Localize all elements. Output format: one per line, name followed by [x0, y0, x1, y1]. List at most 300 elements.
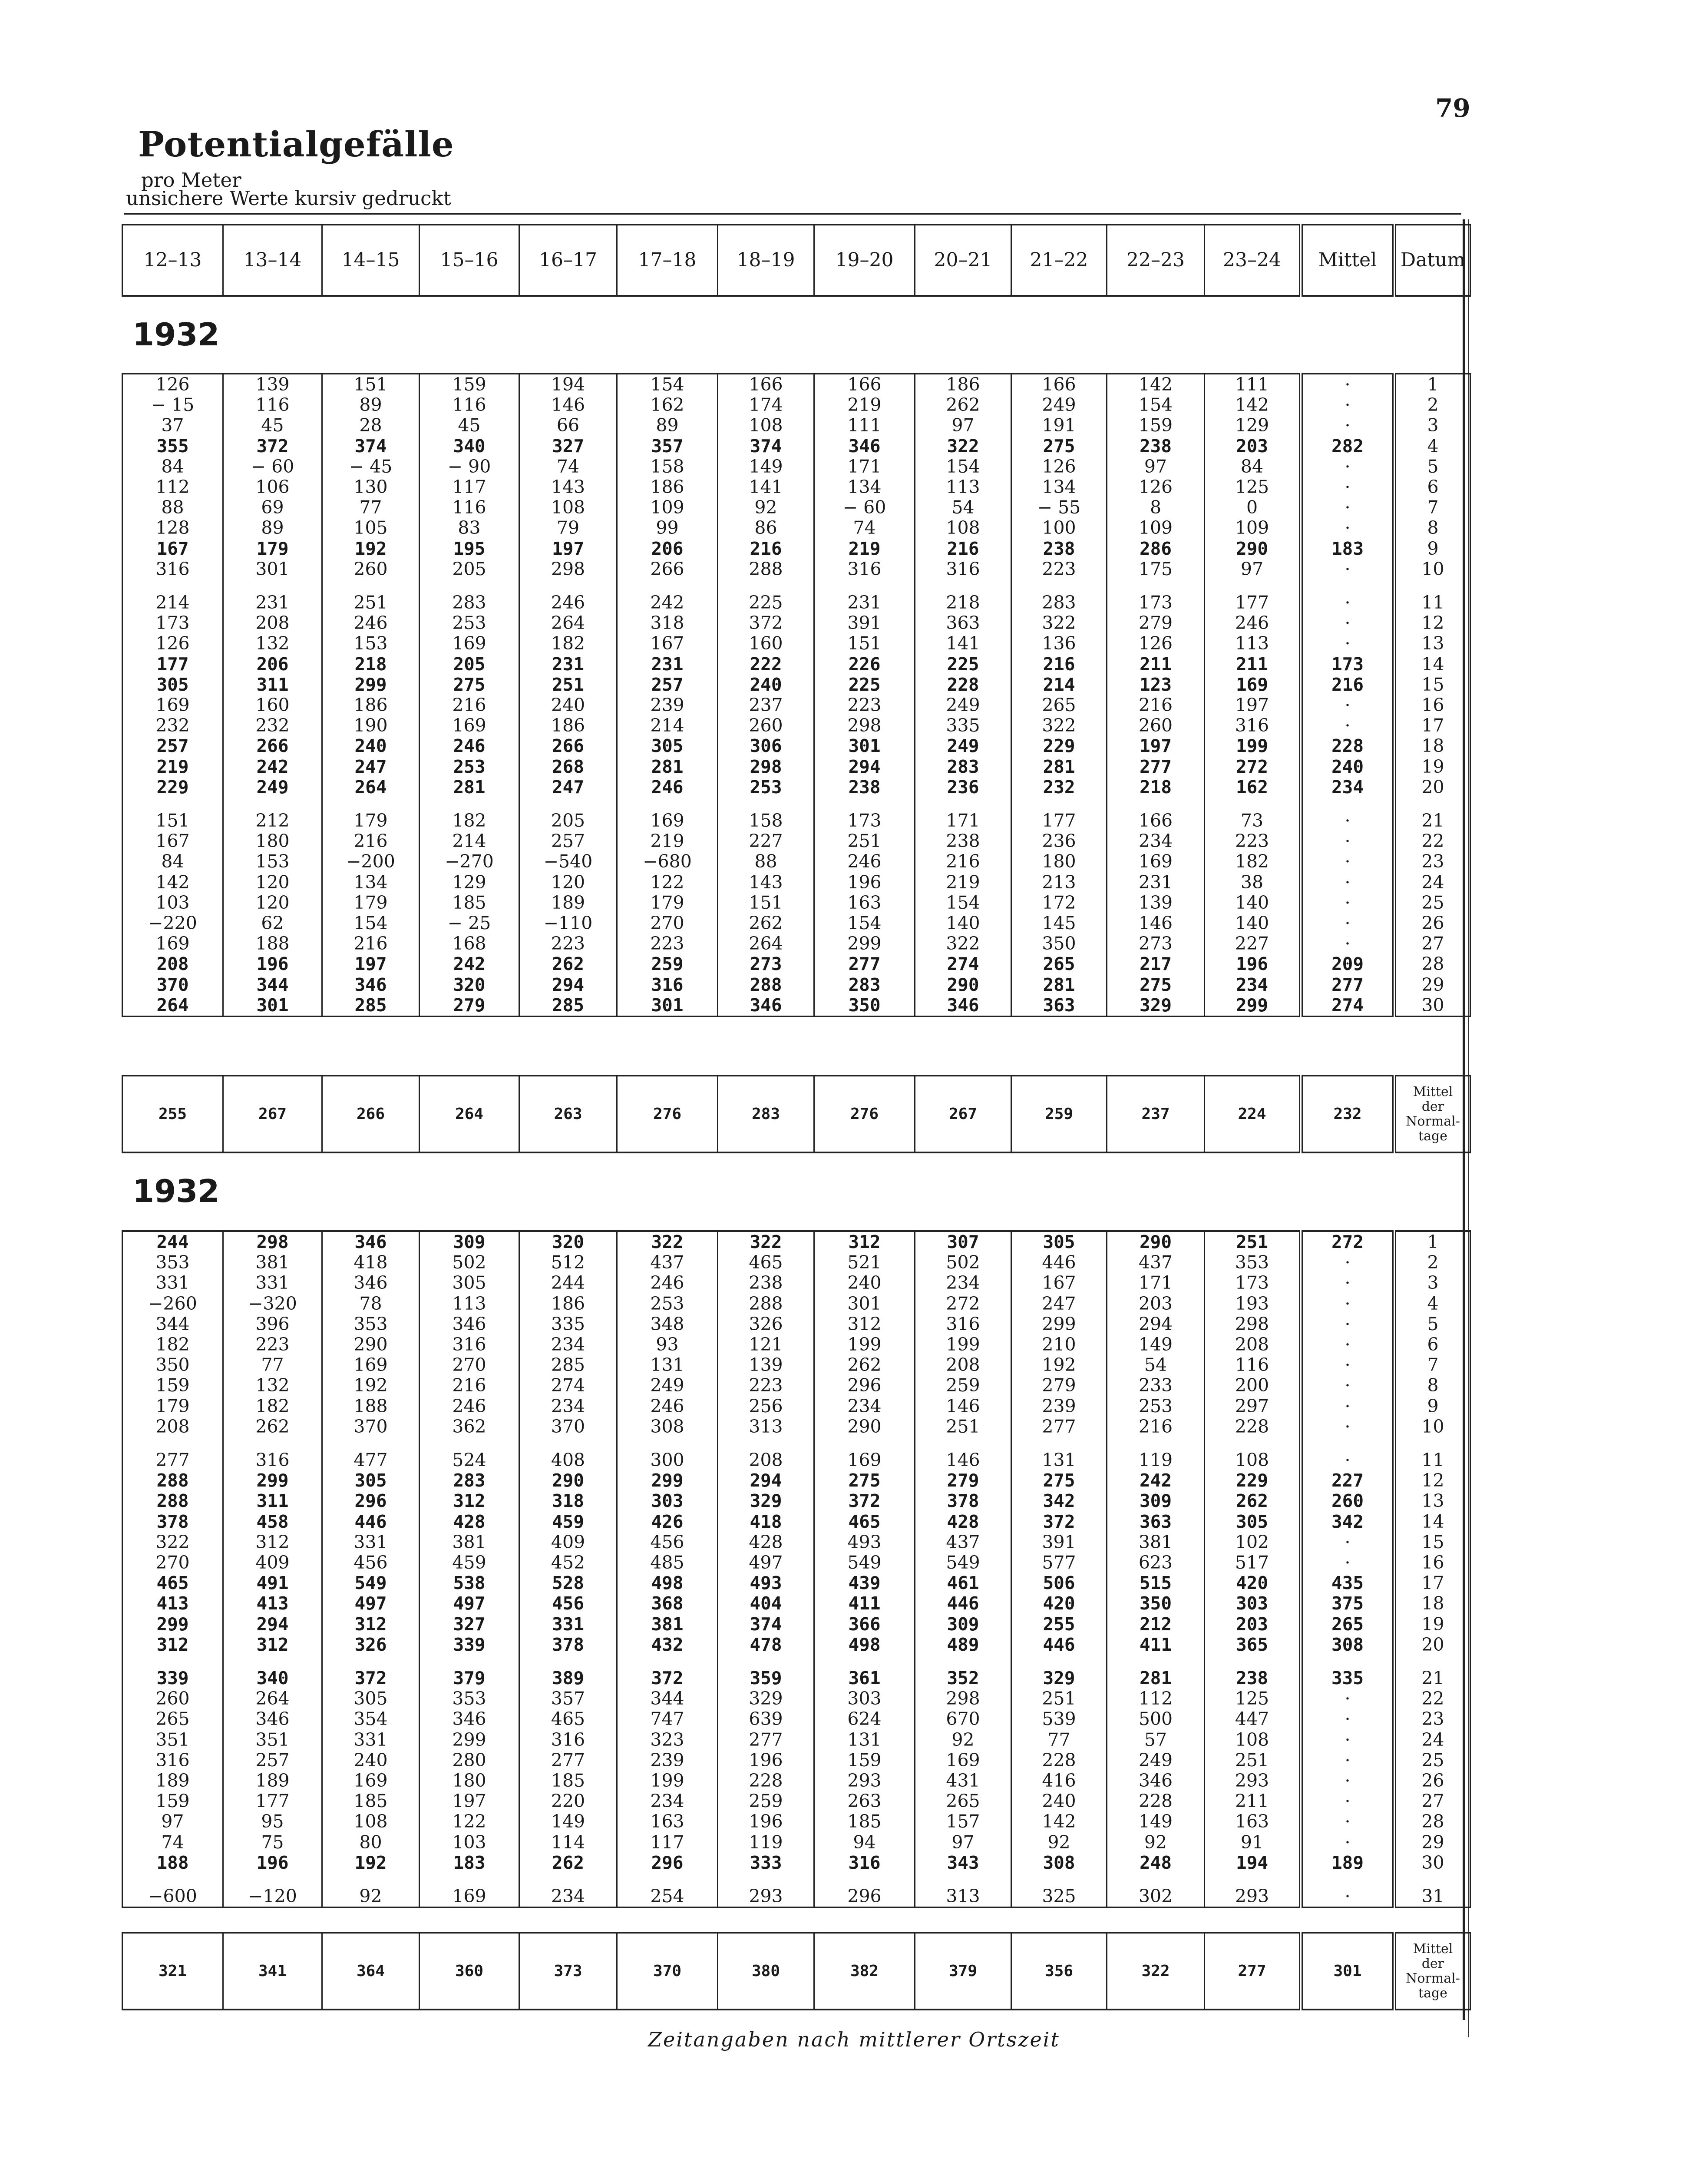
table-cell: 316 — [915, 1314, 1011, 1334]
table-row — [122, 1314, 1470, 1334]
table-cell: 294 — [718, 1470, 814, 1491]
spacer-cell — [420, 1655, 519, 1668]
table-cell: 112 — [1107, 1689, 1205, 1709]
table-cell: 331 — [519, 1614, 617, 1635]
table-cell: 24 — [1394, 1730, 1470, 1750]
table-cell: 192 — [322, 539, 420, 559]
table-cell: 5 — [1394, 1314, 1470, 1334]
table-cell: · — [1301, 1294, 1394, 1314]
table-cell: 244 — [519, 1273, 617, 1293]
table-cell: 353 — [420, 1689, 519, 1709]
table-cell: 299 — [814, 934, 915, 954]
table-cell: 234 — [814, 1396, 915, 1417]
table-cell: 186 — [519, 1294, 617, 1314]
table-cell: 372 — [814, 1491, 915, 1511]
table-cell: 290 — [519, 1470, 617, 1491]
table-cell: · — [1301, 1791, 1394, 1811]
table-cell: 199 — [1205, 736, 1301, 756]
table-cell: 169 — [122, 695, 223, 715]
group-spacer — [122, 579, 1470, 593]
table-cell: 169 — [420, 633, 519, 654]
table-cell: 26 — [1394, 913, 1470, 934]
table-cell: 413 — [223, 1593, 322, 1614]
mean-label-line: tage — [1418, 1128, 1447, 1144]
table-cell: 12 — [1394, 1470, 1470, 1491]
table-cell: 116 — [420, 497, 519, 518]
table-cell: · — [1301, 593, 1394, 613]
table-cell: · — [1301, 1832, 1394, 1853]
table-cell: 340 — [223, 1668, 322, 1689]
table-cell: 335 — [915, 715, 1011, 736]
table-cell: 275 — [420, 675, 519, 695]
table-cell: 238 — [1011, 539, 1107, 559]
table-cell: 149 — [519, 1811, 617, 1832]
table-cell: − 15 — [122, 395, 223, 415]
table-cell: 297 — [1205, 1396, 1301, 1417]
table-cell: 500 — [1107, 1709, 1205, 1729]
table-cell: 323 — [617, 1730, 718, 1750]
table-cell: 231 — [814, 593, 915, 613]
table-cell: 20 — [1394, 1635, 1470, 1655]
mean-label-line: der — [1421, 1956, 1444, 1971]
table-cell: 95 — [223, 1811, 322, 1832]
table-cell: 8 — [1394, 1375, 1470, 1396]
table-cell: 131 — [1011, 1450, 1107, 1470]
table-cell: 13 — [1394, 633, 1470, 654]
table-cell: 134 — [814, 477, 915, 497]
table-row — [122, 1832, 1470, 1853]
table-cell: 249 — [1107, 1750, 1205, 1771]
table-cell: 22 — [1394, 1689, 1470, 1709]
table-cell: 329 — [1107, 995, 1205, 1016]
table-cell: 624 — [814, 1709, 915, 1729]
mean-label-line: Mittel — [1413, 1941, 1453, 1957]
table-cell: 351 — [223, 1730, 322, 1750]
table-cell: 54 — [915, 497, 1011, 518]
table-cell: 301 — [814, 1294, 915, 1314]
table-cell: 119 — [718, 1832, 814, 1853]
table-cell: 290 — [814, 1417, 915, 1437]
table-cell: 97 — [1205, 559, 1301, 579]
table-cell: 91 — [1205, 1832, 1301, 1853]
table-cell: 167 — [122, 539, 223, 559]
table-cell: · — [1301, 811, 1394, 831]
table-cell: 31 — [1394, 1886, 1470, 1907]
table-cell: 28 — [1394, 954, 1470, 974]
table-cell: 172 — [1011, 893, 1107, 913]
table-cell: 4 — [1394, 436, 1470, 457]
table-cell: 9 — [1394, 539, 1470, 559]
table-cell: −220 — [122, 913, 223, 934]
table-cell: 305 — [322, 1470, 420, 1491]
table-cell: 2 — [1394, 395, 1470, 415]
table-cell: 372 — [223, 436, 322, 457]
table-cell: 169 — [814, 1450, 915, 1470]
table-cell: 231 — [617, 654, 718, 675]
table-cell: 246 — [617, 1273, 718, 1293]
table-cell: 251 — [519, 675, 617, 695]
table-cell: 257 — [519, 831, 617, 851]
table-cell: 240 — [519, 695, 617, 715]
table-cell: 6 — [1394, 1334, 1470, 1355]
table-cell: 270 — [122, 1553, 223, 1573]
table-cell: 160 — [718, 633, 814, 654]
table-cell: 151 — [322, 374, 420, 395]
table-cell: 322 — [915, 436, 1011, 457]
table-cell: 92 — [1011, 1832, 1107, 1853]
table-cell: 119 — [1107, 1450, 1205, 1470]
table-cell: 272 — [1205, 757, 1301, 777]
table-cell: 25 — [1394, 1750, 1470, 1771]
table-cell: 253 — [420, 757, 519, 777]
table-cell: 240 — [1301, 757, 1394, 777]
table-cell: 216 — [420, 1375, 519, 1396]
table-cell: 517 — [1205, 1553, 1301, 1573]
table-cell: 237 — [718, 695, 814, 715]
spacer-cell — [420, 798, 519, 811]
table-cell: 299 — [1011, 1314, 1107, 1334]
table-cell: 216 — [420, 695, 519, 715]
group-spacer — [122, 1437, 1470, 1450]
table-cell: 73 — [1205, 811, 1301, 831]
table-cell: · — [1301, 715, 1394, 736]
table-cell: 232 — [122, 715, 223, 736]
spacer-cell — [915, 798, 1011, 811]
table-cell: · — [1301, 934, 1394, 954]
table-cell: 219 — [814, 539, 915, 559]
table-cell: 298 — [223, 1231, 322, 1252]
table-cell: 108 — [718, 415, 814, 436]
table-cell: 173 — [1205, 1273, 1301, 1293]
mean-cell: 380 — [718, 1933, 814, 2010]
table-cell: −680 — [617, 851, 718, 872]
table-cell: 465 — [718, 1252, 814, 1273]
table-cell: 7 — [1394, 497, 1470, 518]
table-cell: 171 — [814, 457, 915, 477]
table-cell: 196 — [814, 872, 915, 893]
table-cell: 420 — [1011, 1593, 1107, 1614]
table-row — [122, 374, 1470, 395]
column-header-8: 19–20 — [814, 225, 915, 296]
table-cell: 192 — [1011, 1355, 1107, 1375]
table-row — [122, 613, 1470, 633]
table-cell: 159 — [1107, 415, 1205, 436]
table-cell: 262 — [915, 395, 1011, 415]
table-cell: · — [1301, 518, 1394, 538]
table-cell: 416 — [1011, 1771, 1107, 1791]
table-cell: 57 — [1107, 1730, 1205, 1750]
table-cell: 299 — [223, 1470, 322, 1491]
table-cell: 166 — [1107, 811, 1205, 831]
table-cell: 246 — [322, 613, 420, 633]
table-cell: 163 — [814, 893, 915, 913]
table-cell: 185 — [814, 1811, 915, 1832]
table-cell: 223 — [1011, 559, 1107, 579]
table-cell: 113 — [1205, 633, 1301, 654]
table-cell: 277 — [1301, 975, 1394, 995]
table-cell: 357 — [519, 1689, 617, 1709]
table-cell: 143 — [519, 477, 617, 497]
table-cell: 210 — [1011, 1334, 1107, 1355]
table-cell: 299 — [420, 1730, 519, 1750]
mean-cell: 276 — [814, 1076, 915, 1153]
table-row — [122, 457, 1470, 477]
table-cell: 447 — [1205, 1709, 1301, 1729]
table-cell: 218 — [1107, 777, 1205, 798]
table-cell: 219 — [915, 872, 1011, 893]
table-cell: · — [1301, 695, 1394, 715]
mean-label-line: tage — [1418, 1985, 1447, 2001]
mean-cell: 259 — [1011, 1076, 1107, 1153]
table-cell: 238 — [1205, 1668, 1301, 1689]
table-cell: 244 — [122, 1231, 223, 1252]
spacer-cell — [122, 1437, 223, 1450]
table-row — [122, 1450, 1470, 1470]
table-cell: 352 — [915, 1668, 1011, 1689]
table-cell: 283 — [915, 757, 1011, 777]
table-cell: 437 — [1107, 1252, 1205, 1273]
table-cell: 260 — [322, 559, 420, 579]
table-row — [122, 1231, 1470, 1252]
table-cell: 109 — [1107, 518, 1205, 538]
table-cell: 277 — [718, 1730, 814, 1750]
table-cell: 411 — [814, 1593, 915, 1614]
spacer-cell — [1107, 798, 1205, 811]
table-cell: · — [1301, 374, 1394, 395]
table-cell: 103 — [420, 1832, 519, 1853]
table-cell: 331 — [223, 1273, 322, 1293]
table-cell: 131 — [617, 1355, 718, 1375]
table-row — [122, 559, 1470, 579]
table-cell: 285 — [519, 995, 617, 1016]
table-cell: 193 — [1205, 1294, 1301, 1314]
spacer-cell — [814, 1437, 915, 1450]
table-cell: 77 — [223, 1355, 322, 1375]
table-cell: 69 — [223, 497, 322, 518]
table-cell: 296 — [617, 1853, 718, 1873]
table-cell: 208 — [1205, 1334, 1301, 1355]
column-header-table — [122, 224, 1471, 297]
table-cell: 19 — [1394, 757, 1470, 777]
table-cell: · — [1301, 1396, 1394, 1417]
table-cell: 260 — [1107, 715, 1205, 736]
mean-label-line: Normal- — [1406, 1970, 1460, 1986]
table-cell: 339 — [420, 1635, 519, 1655]
table-cell: 312 — [322, 1614, 420, 1635]
table-cell: 158 — [718, 811, 814, 831]
table-cell: 372 — [322, 1668, 420, 1689]
table-cell: 316 — [420, 1334, 519, 1355]
table-cell: 88 — [718, 851, 814, 872]
mean-cell: 264 — [420, 1076, 519, 1153]
table-cell: 305 — [122, 675, 223, 695]
table-row — [122, 1811, 1470, 1832]
table-cell: 277 — [1011, 1417, 1107, 1437]
table-cell: 213 — [1011, 872, 1107, 893]
table-row — [122, 1771, 1470, 1791]
table-cell: 225 — [915, 654, 1011, 675]
table-cell: 299 — [122, 1614, 223, 1635]
table-cell: 251 — [1205, 1231, 1301, 1252]
table-cell: 84 — [1205, 457, 1301, 477]
table-cell: 260 — [718, 715, 814, 736]
table-cell: 461 — [915, 1573, 1011, 1593]
spacer-cell — [322, 1873, 420, 1886]
table-cell: 426 — [617, 1512, 718, 1532]
mean-label-line: Mittel — [1413, 1084, 1453, 1099]
table-cell: 169 — [420, 715, 519, 736]
table-cell: 45 — [223, 415, 322, 436]
table-cell: 266 — [519, 736, 617, 756]
table-cell: 260 — [1301, 1491, 1394, 1511]
table-cell: 458 — [223, 1512, 322, 1532]
table-cell: 355 — [122, 436, 223, 457]
table-cell: 229 — [122, 777, 223, 798]
table-cell: 283 — [420, 593, 519, 613]
table-cell: 216 — [322, 831, 420, 851]
table-cell: 139 — [223, 374, 322, 395]
table-cell: 279 — [1011, 1375, 1107, 1396]
table-cell: 223 — [1205, 831, 1301, 851]
table-cell: 381 — [617, 1614, 718, 1635]
table-cell: 120 — [519, 872, 617, 893]
table-cell: 521 — [814, 1252, 915, 1273]
page-number: 79 — [1435, 93, 1470, 123]
table-cell: 283 — [1011, 593, 1107, 613]
spacer-cell — [1011, 579, 1107, 593]
table-cell: 432 — [617, 1635, 718, 1655]
table-cell: 169 — [1205, 675, 1301, 695]
table-cell: 208 — [915, 1355, 1011, 1375]
table-cell: 216 — [1107, 1417, 1205, 1437]
table-row — [122, 1396, 1470, 1417]
table-cell: 9 — [1394, 1396, 1470, 1417]
table-cell: 194 — [1205, 1853, 1301, 1873]
table-cell: 216 — [915, 539, 1011, 559]
table-cell: 234 — [1301, 777, 1394, 798]
table-cell: 346 — [915, 995, 1011, 1016]
table-cell: 206 — [223, 654, 322, 675]
table-cell: 92 — [322, 1886, 420, 1907]
table-cell: 251 — [915, 1417, 1011, 1437]
table-cell: 396 — [223, 1314, 322, 1334]
table-cell: 506 — [1011, 1573, 1107, 1593]
table-cell: 262 — [519, 954, 617, 974]
table-cell: 353 — [122, 1252, 223, 1273]
table-cell: 203 — [1205, 1614, 1301, 1635]
table-cell: 491 — [223, 1573, 322, 1593]
table-cell: 111 — [1205, 374, 1301, 395]
table-cell: 236 — [1011, 831, 1107, 851]
table-cell: 459 — [420, 1553, 519, 1573]
spacer-cell — [519, 579, 617, 593]
table-cell: 126 — [1011, 457, 1107, 477]
spacer-cell — [223, 1437, 322, 1450]
table-cell: 149 — [718, 457, 814, 477]
table-row — [122, 1273, 1470, 1293]
table-cell: 8 — [1107, 497, 1205, 518]
table-row — [122, 1491, 1470, 1511]
table-cell: 279 — [420, 995, 519, 1016]
spacer-cell — [718, 1437, 814, 1450]
table-cell: 298 — [1205, 1314, 1301, 1334]
table-cell: 203 — [1205, 436, 1301, 457]
spacer-cell — [718, 1873, 814, 1886]
table-cell: 515 — [1107, 1573, 1205, 1593]
table-cell: 140 — [915, 913, 1011, 934]
table-cell: 171 — [1107, 1273, 1205, 1293]
table-cell: 246 — [617, 1396, 718, 1417]
table-cell: 93 — [617, 1334, 718, 1355]
table-cell: 326 — [718, 1314, 814, 1334]
table-cell: 265 — [915, 1791, 1011, 1811]
table-row — [122, 593, 1470, 613]
spacer-cell — [1107, 1873, 1205, 1886]
table-cell: 308 — [617, 1417, 718, 1437]
table-cell: 151 — [122, 811, 223, 831]
data-table-block1 — [122, 373, 1471, 1017]
mean-cell: 232 — [1301, 1076, 1394, 1153]
table-cell: 322 — [1011, 613, 1107, 633]
table-cell: 225 — [814, 675, 915, 695]
spacer-cell — [322, 579, 420, 593]
subtitle-note: unsichere Werte kursiv gedruckt — [126, 187, 451, 210]
table-cell: 15 — [1394, 675, 1470, 695]
column-header-9: 20–21 — [915, 225, 1011, 296]
table-cell: 214 — [122, 593, 223, 613]
table-cell: 428 — [420, 1512, 519, 1532]
table-cell: 549 — [915, 1553, 1011, 1573]
table-cell: 192 — [322, 1853, 420, 1873]
footer-note: Zeitangaben nach mittlerer Ortszeit — [648, 2028, 1060, 2051]
table-cell: 293 — [1205, 1771, 1301, 1791]
table-cell: · — [1301, 1252, 1394, 1273]
table-cell: 299 — [322, 675, 420, 695]
mean-cell: 373 — [519, 1933, 617, 2010]
table-cell: 154 — [915, 457, 1011, 477]
table-cell: 113 — [420, 1294, 519, 1314]
table-cell: 197 — [519, 539, 617, 559]
table-cell: · — [1301, 831, 1394, 851]
table-cell: 428 — [718, 1532, 814, 1553]
table-cell: · — [1301, 395, 1394, 415]
table-cell: 288 — [122, 1491, 223, 1511]
table-cell: 185 — [322, 1791, 420, 1811]
table-row — [122, 715, 1470, 736]
table-cell: 159 — [122, 1791, 223, 1811]
table-cell: 177 — [122, 654, 223, 675]
table-cell: 179 — [322, 893, 420, 913]
spacer-cell — [122, 1873, 223, 1886]
table-cell: 153 — [322, 633, 420, 654]
spacer-cell — [519, 1655, 617, 1668]
table-cell: 129 — [420, 872, 519, 893]
table-cell: 108 — [1205, 1730, 1301, 1750]
table-cell: 126 — [1107, 477, 1205, 497]
mean-row — [122, 1933, 1470, 2010]
table-cell: 418 — [322, 1252, 420, 1273]
table-cell: 173 — [122, 613, 223, 633]
table-cell: 177 — [1011, 811, 1107, 831]
table-cell: 229 — [1205, 1470, 1301, 1491]
table-cell: 262 — [1205, 1491, 1301, 1511]
table-cell: 21 — [1394, 1668, 1470, 1689]
table-cell: 549 — [322, 1573, 420, 1593]
table-cell: 346 — [1107, 1771, 1205, 1791]
table-cell: 274 — [915, 954, 1011, 974]
table-row — [122, 1689, 1470, 1709]
table-cell: 242 — [420, 954, 519, 974]
